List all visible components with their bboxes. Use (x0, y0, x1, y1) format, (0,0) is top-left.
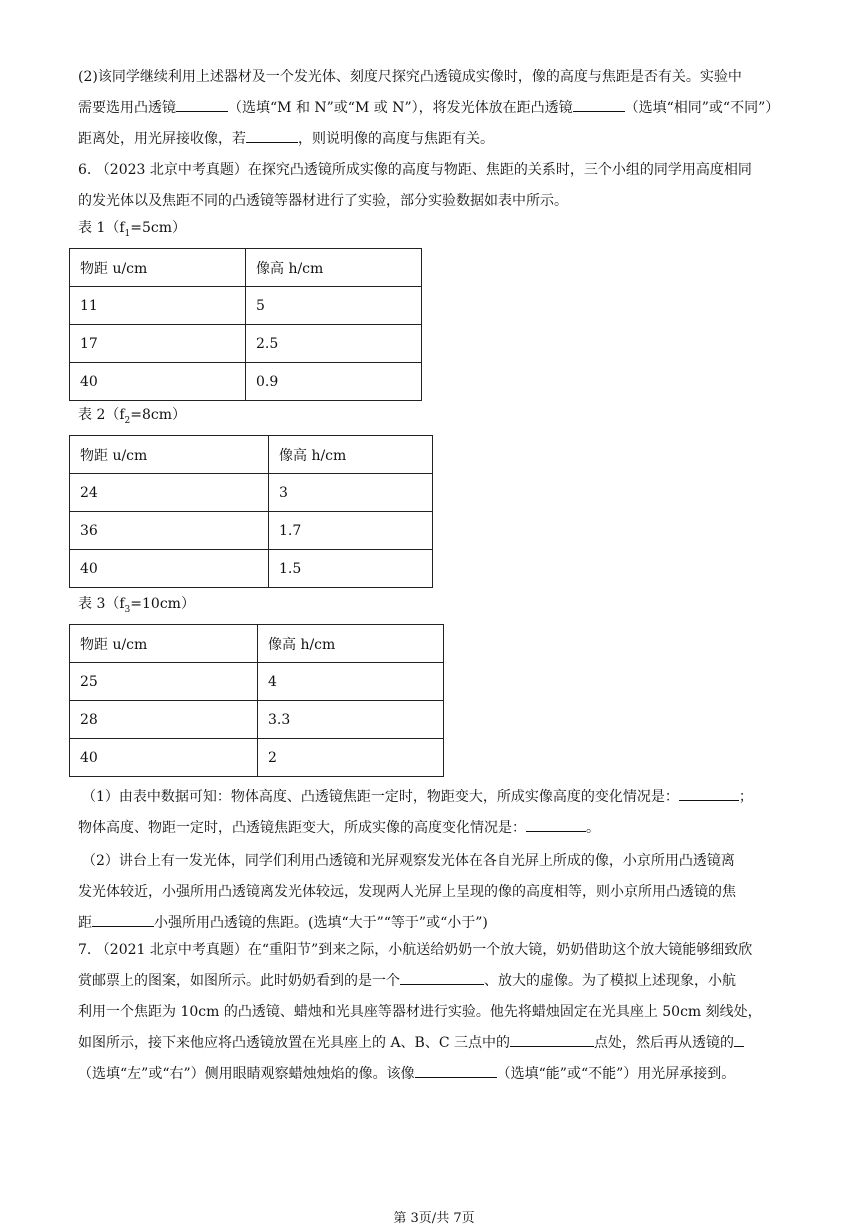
table-row: 36 1.7 (70, 512, 433, 550)
q5-line3b: ，则说明像的高度与焦距有关。 (298, 131, 494, 147)
q5-line2c: （选填“相同”或“不同”） (624, 100, 780, 116)
header-image-height: 像高 h/cm (269, 436, 433, 474)
table-row: 17 2.5 (70, 325, 422, 363)
table-row: 28 3.3 (70, 701, 444, 739)
table-row: 40 1.5 (70, 550, 433, 588)
q6-part2: （2）讲台上有一发光体，同学们利用凸透镜和光屏观察发光体在各自光屏上所成的像，小京所用凸透镜离 发光体较近，小强所用凸透镜离发光体较远，发现两人光屏上呈现的像的高度相等，则小京所用凸透镜的焦 距 小强所用凸透镜的焦距。(选填“大于”“等于”或“小于”) (78, 853, 736, 931)
answer-blank[interactable] (246, 128, 298, 143)
header-object-distance: 物距 u/cm (70, 625, 258, 663)
table-1 (69, 248, 422, 401)
table1-caption: 表 $1(f_1=5cm)$ (78, 220, 187, 239)
table-3 (69, 624, 444, 777)
table-row: 11 5 (70, 287, 422, 325)
answer-blank[interactable] (92, 912, 154, 927)
table-header-row (70, 436, 433, 474)
header-object-distance: 物距 u/cm (70, 249, 246, 287)
table-header-row (70, 625, 444, 663)
header-image-height: 像高 h/cm (258, 625, 444, 663)
q6-line1: 6. （2023 北京中考真题）在探究凸透镜所成实像的高度与物距、焦距的关系时，三个小组的同学用高度相同 (78, 162, 752, 178)
q5-line3a: 距离处，用光屏接收像，若 (78, 131, 246, 147)
q6-intro (78, 155, 794, 217)
answer-blank[interactable] (176, 97, 228, 112)
table-row: 24 3 (70, 474, 433, 512)
table-header-row (70, 249, 422, 287)
q5-line2a: 需要选用凸透镜 (78, 100, 176, 116)
answer-blank[interactable] (734, 1032, 744, 1047)
q5-line1: (2)该同学继续利用上述器材及一个发光体、刻度尺探究凸透镜成实像时，像的高度与焦距是否有关。实验中 (78, 69, 742, 85)
q5-part2-text (78, 62, 794, 155)
answer-blank[interactable] (679, 786, 739, 801)
q6-line2: 的发光体以及焦距不同的凸透镜等器材进行了实验，部分实验数据如表中所示。 (78, 193, 568, 209)
page-number: 第 3页/共 7页 (393, 1211, 475, 1226)
answer-blank[interactable] (415, 1063, 497, 1078)
header-image-height: 像高 h/cm (246, 249, 422, 287)
table2-caption: 表 $2(f_2=8cm)$ (78, 407, 187, 426)
q7-text: 7. （2021 北京中考真题）在“重阳节”到来之际，小航送给奶奶一个放大镜，奶奶借助这个放大镜能够细致欣 赏邮票上的图案，如图所示。此时奶奶看到的是一个 、放大的虚像。为了模拟上述现象，小航 利用一个焦距为 10cm 的凸透镜、蜡烛和光具座等器材进行实验。他先将蜡烛固定在光具座上 50cm 刻线处， 如图所示，接下来他应将凸透镜放置在光具座上的 A、B、C 三点中的 点处，然后再从透镜的 （选填“左”或“右”）侧用眼睛观察蜡烛烛焰的像。该像 （选填“能”或“不能”）用光屏承接到。 (78, 942, 762, 1082)
q5-line2b: （选填“M 和 N”或“M 或 N”），将发光体放在距凸透镜 (228, 100, 573, 116)
table-row: 25 4 (70, 663, 444, 701)
answer-blank[interactable] (400, 970, 484, 985)
header-object-distance: 物距 u/cm (70, 436, 269, 474)
table-row: 40 0.9 (70, 363, 422, 401)
answer-blank[interactable] (510, 1032, 594, 1047)
q6-part1: （1）由表中数据可知：物体高度、凸透镜焦距一定时，物距变大，所成实像高度的变化情况是： ； 物体高度、物距一定时，凸透镜焦距变大，所成实像的高度变化情况是： 。 (82, 782, 798, 844)
table-row: 40 2 (70, 739, 444, 777)
answer-blank[interactable] (573, 97, 625, 112)
answer-blank[interactable] (526, 817, 586, 832)
table3-caption: 表 $3(f_3=10cm)$ (78, 596, 195, 615)
table-2 (69, 435, 433, 588)
